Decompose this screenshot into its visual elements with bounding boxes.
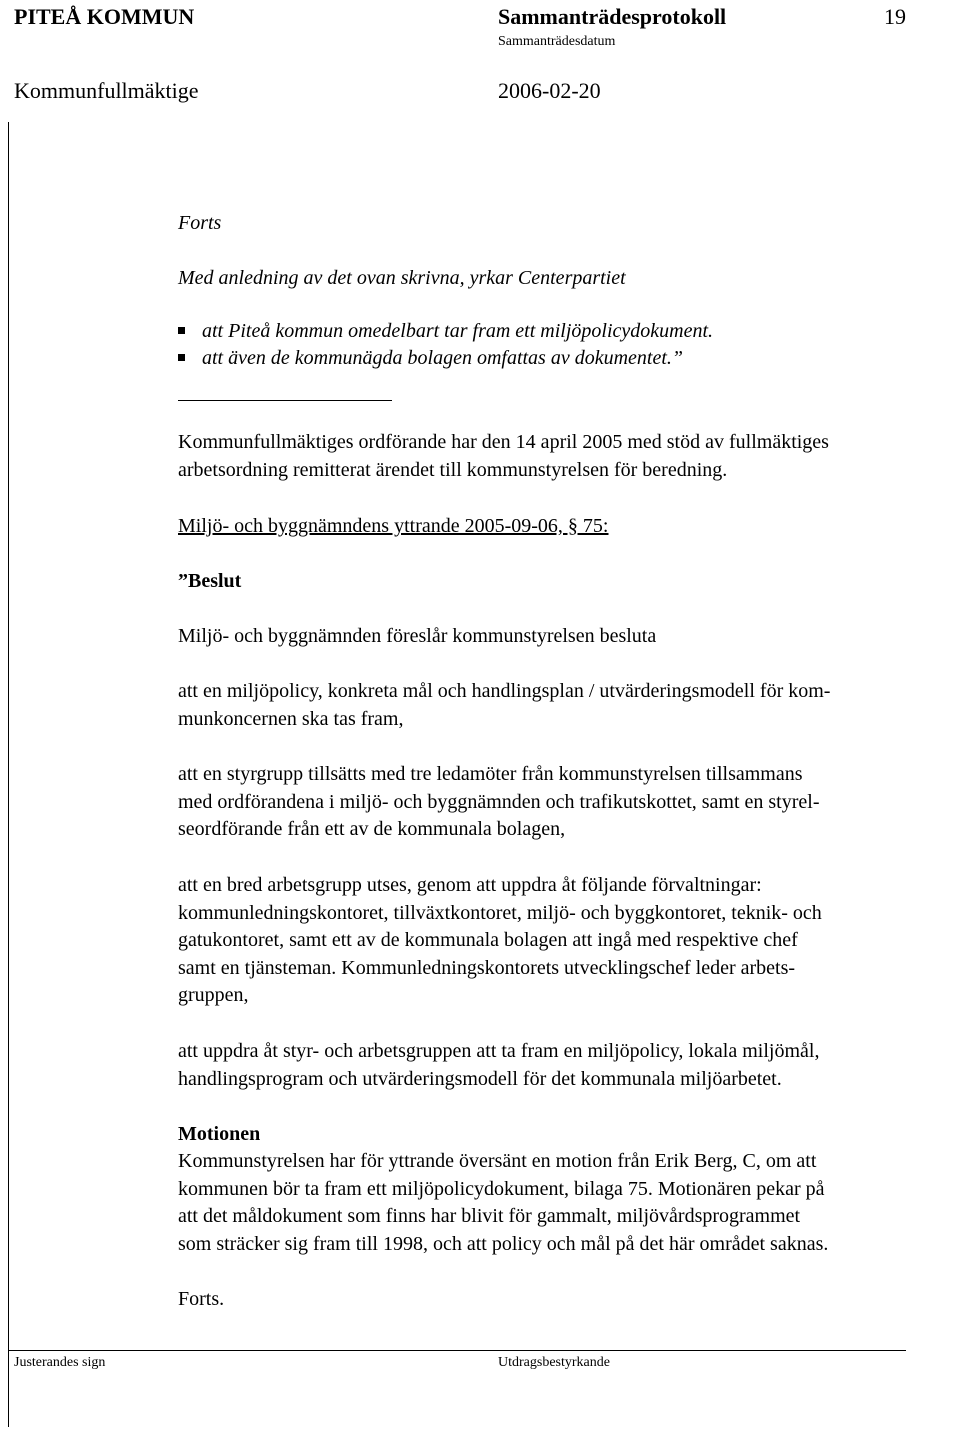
separator-rule [178,400,392,401]
motion-heading: Motionen [178,1123,261,1145]
meeting-date: 2006-02-20 [498,78,601,103]
statement-heading: Miljö- och byggnämndens yttrande 2005-09-06, § 75: [178,515,609,537]
square-bullet-icon [178,354,185,361]
date-label: Sammanträdesdatum [498,34,616,49]
forts-footer: Forts. [178,1288,225,1310]
decision-item: att en miljöpolicy, konkreta mål och handlingsplan / utvärderingsmodell för kom- munkoncernen ska tas fram, [178,680,831,730]
meeting-body: Kommunfullmäktige [14,78,199,103]
sign-label: Justerandes sign [14,1355,106,1370]
document-type: Sammanträdesprotokoll [498,4,727,29]
footer-rule [8,1350,906,1351]
centerpartiet-intro: Med anledning av det ovan skrivna, yrkar Centerpartiet [178,267,626,289]
motion-paragraph: Kommunstyrelsen har för yttrande översänt en motion från Erik Berg, C, om att kommunen bör ta fram ett miljöpolicydokument, bilaga 75. Motionären pekar på att det måldokument som finns har blivit för gammalt, miljövårdsprogrammet som sträcker sig fram till 1998, och att policy och mål på det här området saknas. [178,1150,829,1255]
chair-paragraph: Kommunfullmäktiges ordförande har den 14 april 2005 med stöd av fullmäktiges arbetsordning remitterat ärendet till kommunstyrelsen för beredning. [178,431,829,481]
decision-item: att en bred arbetsgrupp utses, genom att uppdra åt följande förvaltningar: kommunledningskontoret, tillväxtkontoret, miljö- och byggkontoret, teknik- och gatukontoret, samt ett av de kommunala bolagen att ingå med respektive chef samt en tjänsteman. Kommunledningskontorets utvecklingschef leder arbets- gruppen, [178,874,822,1006]
decision-item: att uppdra åt styr- och arbetsgruppen att ta fram en miljöpolicy, lokala miljömål, handlingsprogram och utvärderingsmodell för det kommunala miljöarbetet. [178,1040,820,1090]
list-item: att även de kommunägda bolagen omfattas av dokumentet.” [178,347,683,370]
left-margin-rule [8,122,9,1427]
square-bullet-icon [178,327,185,334]
organization-name: PITEÅ KOMMUN [14,4,195,29]
decision-intro: Miljö- och byggnämnden föreslår kommunstyrelsen besluta [178,625,657,647]
certify-label: Utdragsbestyrkande [498,1355,610,1370]
decision-item: att en styrgrupp tillsätts med tre ledamöter från kommunstyrelsen tillsammans med ordförandena i miljö- och byggnämnden och trafikutskottet, samt en styrel- seordförande från ett av de kommunala bolagen, [178,763,820,840]
list-item: att Piteå kommun omedelbart tar fram ett miljöpolicydokument. [178,320,713,343]
forts-heading: Forts [178,212,222,234]
decision-heading: ”Beslut [178,570,242,592]
page-number: 19 [884,4,906,29]
